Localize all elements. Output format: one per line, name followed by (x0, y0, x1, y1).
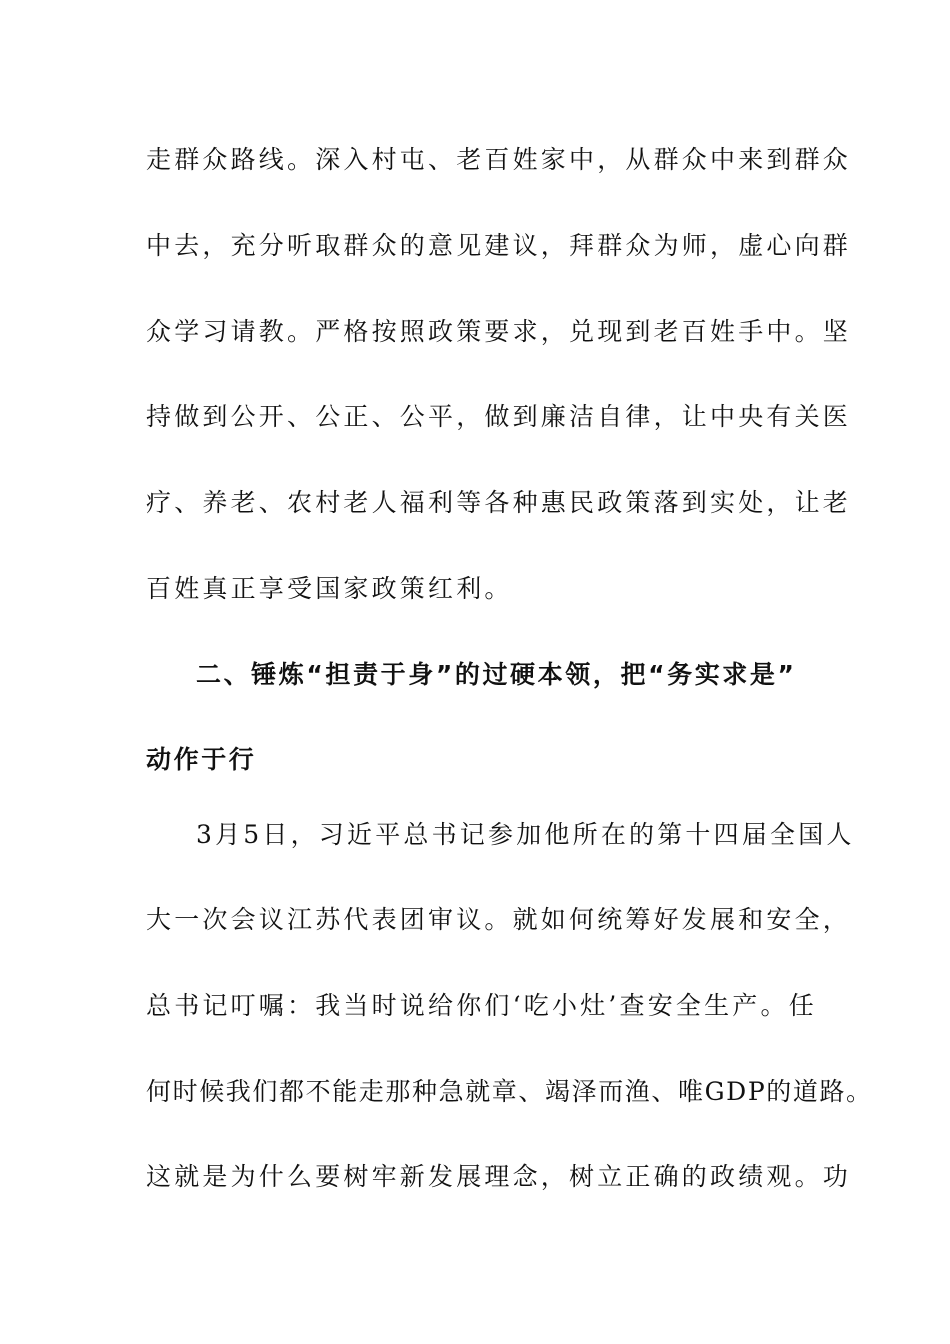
section-heading: 二、锤炼“担责于身”的过硬本领，把“务实求是” (196, 660, 797, 689)
paragraph-line: 众学习请教。严格按照政策要求，兑现到老百姓手中。坚 (146, 317, 852, 346)
paragraph-line: 这就是为什么要树牢新发展理念，树立正确的政绩观。功 (146, 1162, 852, 1191)
paragraph-line: 何时候我们都不能走那种急就章、竭泽而渔、唯GDP的道路。 (146, 1077, 873, 1106)
paragraph-line: 疗、养老、农村老人福利等各种惠民政策落到实处，让老 (146, 488, 852, 517)
section-heading: 动作于行 (146, 745, 257, 774)
paragraph-line: 3月5日，习近平总书记参加他所在的第十四届全国人 (196, 820, 855, 849)
paragraph-line: 中去，充分听取群众的意见建议，拜群众为师，虚心向群 (146, 231, 852, 260)
paragraph-line: 总书记叮嘱：我当时说给你们‘吃小灶’查安全生产。任 (146, 991, 817, 1020)
paragraph-line: 大一次会议江苏代表团审议。就如何统筹好发展和安全， (146, 905, 852, 934)
paragraph-line: 持做到公开、公正、公平，做到廉洁自律，让中央有关医 (146, 402, 852, 431)
paragraph-line: 走群众路线。深入村屯、老百姓家中，从群众中来到群众 (146, 145, 852, 174)
paragraph-line: 百姓真正享受国家政策红利。 (146, 574, 513, 603)
